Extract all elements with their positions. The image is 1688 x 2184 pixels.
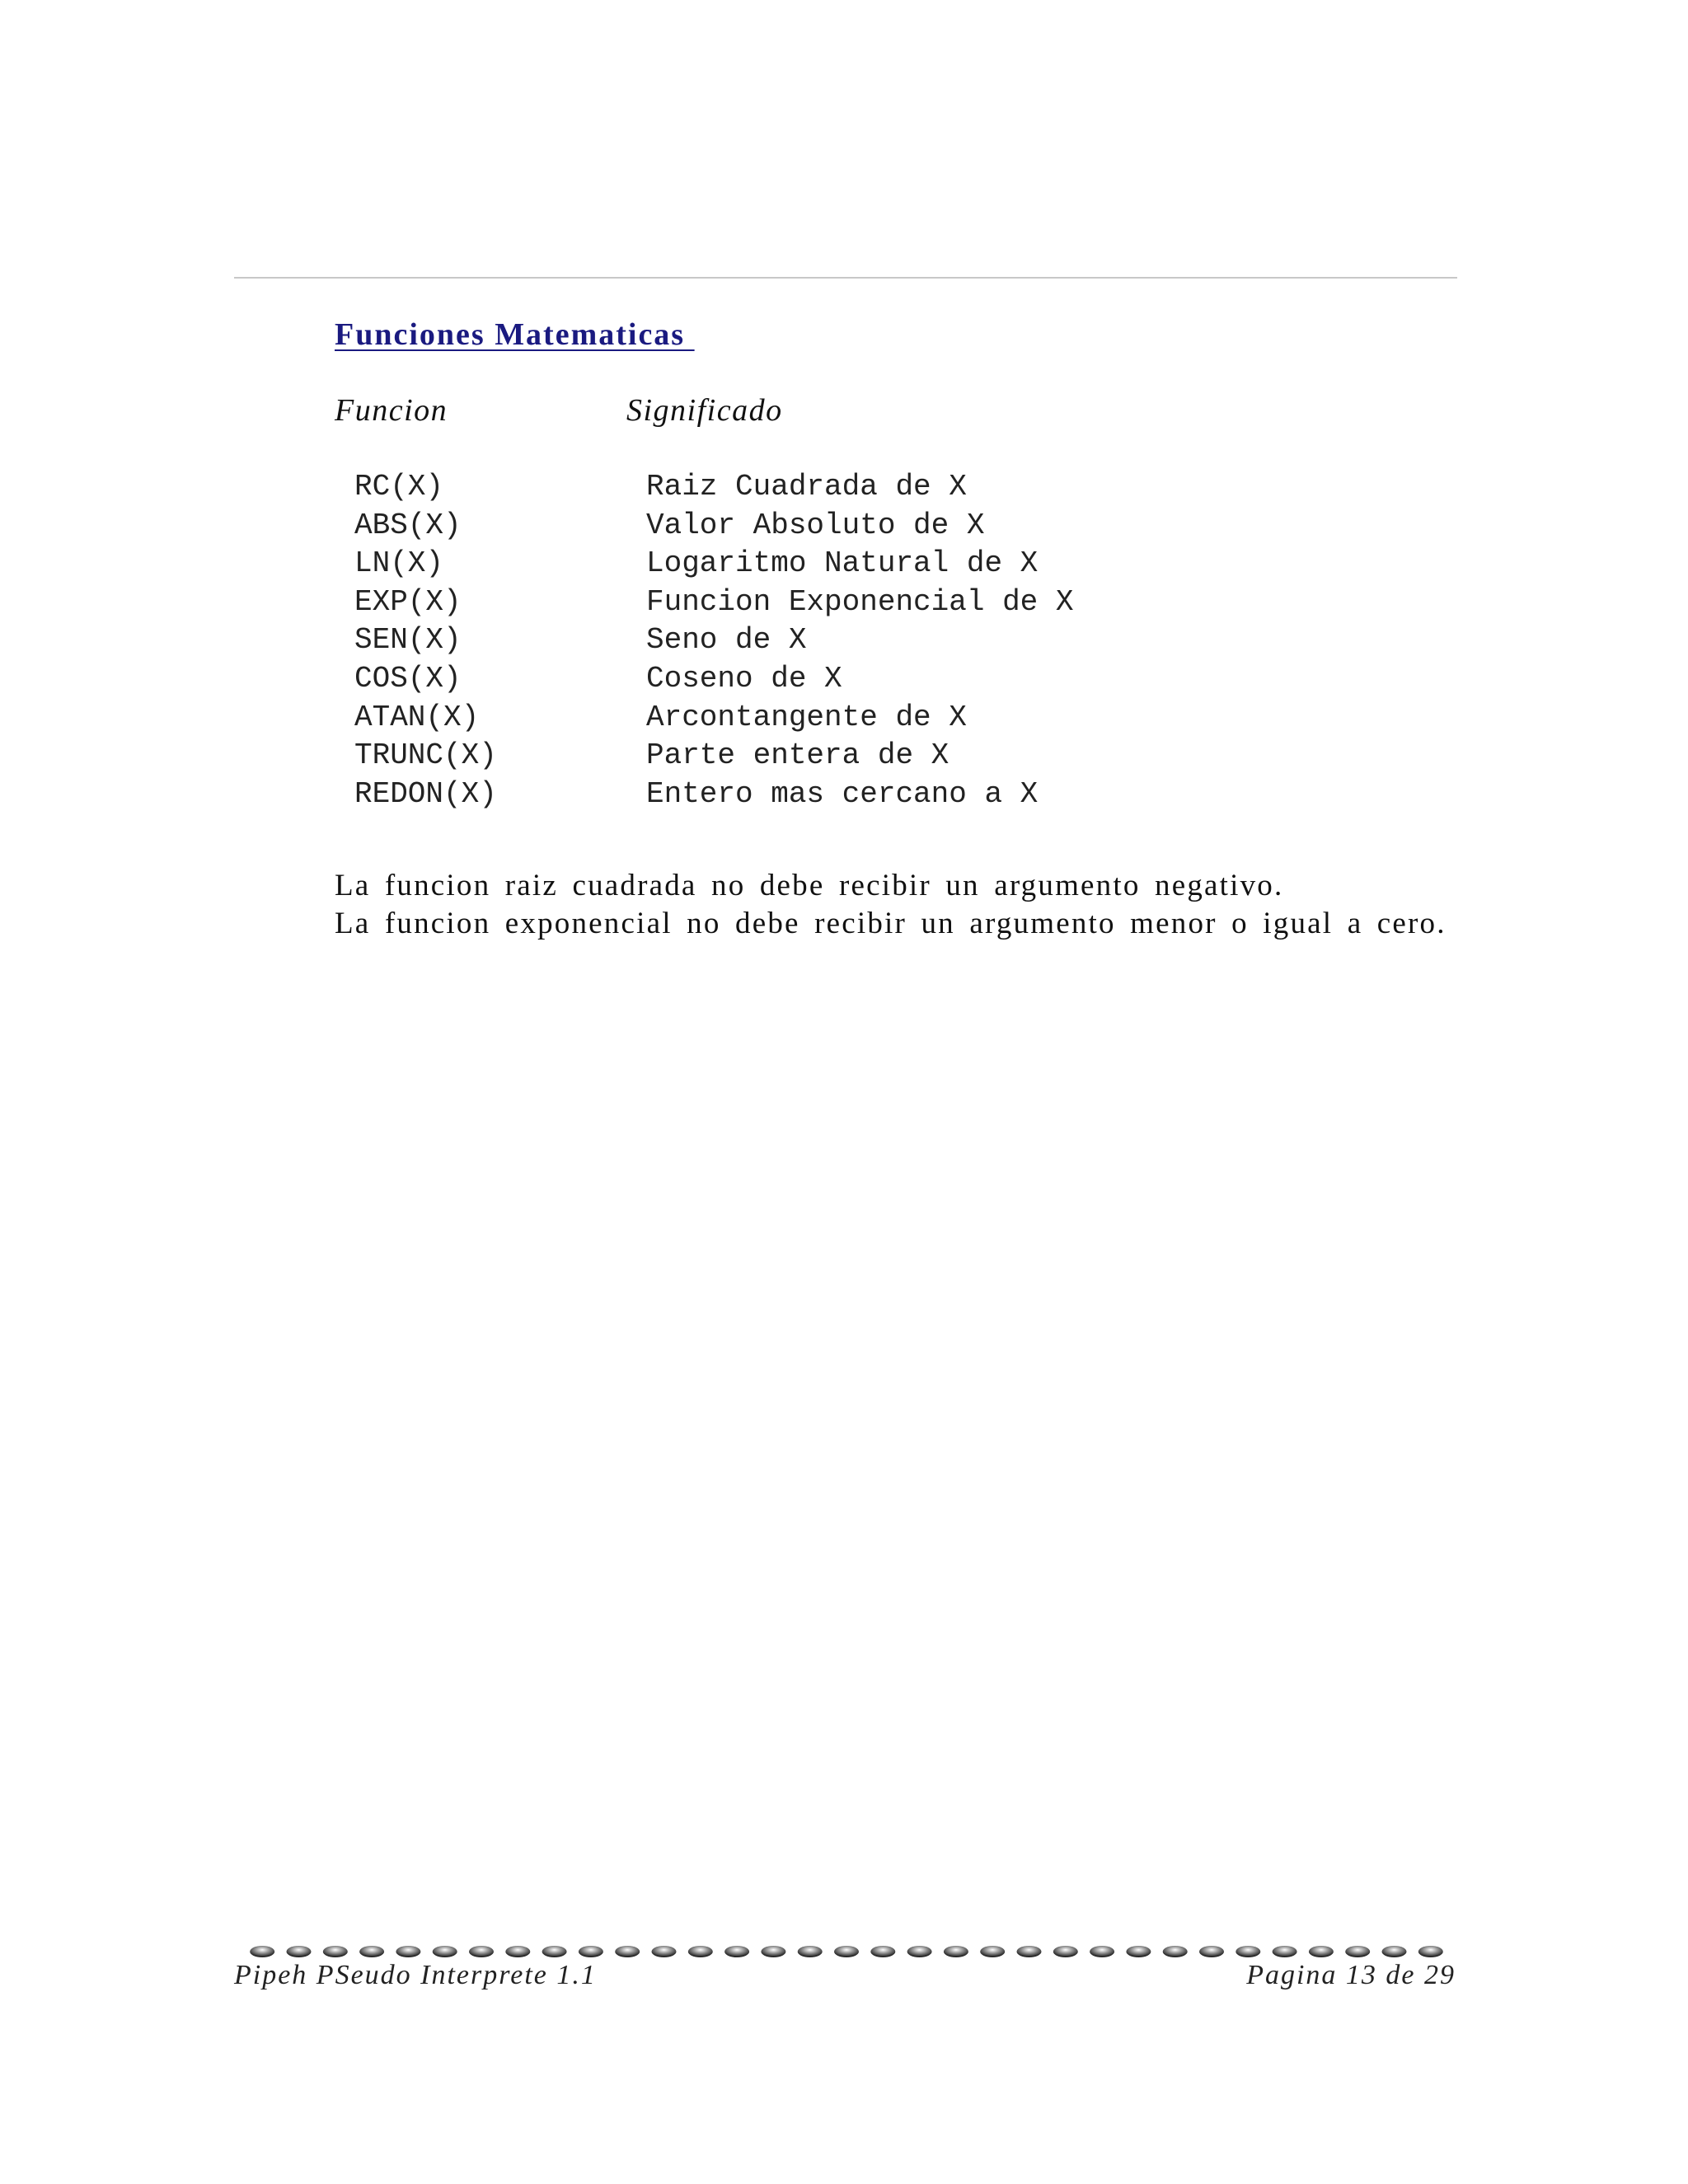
bead-ornament [542, 1946, 567, 1957]
bead-ornament [1053, 1946, 1078, 1957]
function-name: REDON(X) [354, 776, 497, 811]
function-name: ABS(X) [354, 508, 462, 542]
header-rule [234, 277, 1457, 279]
function-row [354, 545, 1039, 583]
function-name: COS(X) [354, 661, 462, 696]
column-header-function: Funcion [335, 393, 448, 428]
function-meaning: Arcontangente de X [646, 700, 967, 734]
function-row [354, 776, 1039, 814]
function-row [354, 468, 967, 507]
bead-ornament [1017, 1946, 1042, 1957]
function-meaning: Seno de X [646, 623, 807, 658]
bead-ornament [688, 1946, 713, 1957]
bead-ornament [615, 1946, 640, 1957]
function-meaning: Coseno de X [646, 661, 842, 696]
column-header-meaning: Significado [626, 393, 783, 428]
footer-document-title: Pipeh PSeudo Interprete 1.1 [234, 1960, 597, 1990]
function-name: SEN(X) [354, 623, 462, 658]
bead-ornament [323, 1946, 348, 1957]
bead-ornament [433, 1946, 457, 1957]
section-title: Funciones Matematicas [335, 317, 695, 352]
bead-ornament [652, 1946, 677, 1957]
bead-ornament [469, 1946, 494, 1957]
function-row [354, 507, 985, 546]
function-meaning: Entero mas cercano a X [646, 776, 1039, 811]
bead-ornament [834, 1946, 859, 1957]
function-name: RC(X) [354, 470, 444, 504]
function-name: EXP(X) [354, 584, 462, 619]
function-name: ATAN(X) [354, 700, 480, 734]
function-row [354, 660, 842, 699]
bead-ornament [505, 1946, 530, 1957]
function-row [354, 737, 950, 776]
function-meaning: Raiz Cuadrada de X [646, 470, 967, 504]
note-paragraph-sqrt: La funcion raiz cuadrada no debe recibir un argumento negativo. [335, 869, 1284, 902]
function-row [354, 583, 1074, 622]
bead-ornament [724, 1946, 749, 1957]
function-row [354, 699, 967, 738]
bead-ornament [870, 1946, 895, 1957]
footer-bead-divider [244, 1943, 1449, 1960]
bead-ornament [798, 1946, 823, 1957]
note-paragraph-exp: La funcion exponencial no debe recibir un argumento menor o igual a cero. [335, 907, 1447, 940]
bead-ornament [980, 1946, 1005, 1957]
bead-ornament [1163, 1946, 1188, 1957]
functions-table [354, 468, 1074, 813]
function-meaning: Logaritmo Natural de X [646, 546, 1039, 581]
bead-ornament [944, 1946, 968, 1957]
bead-ornament [1273, 1946, 1297, 1957]
bead-ornament [1382, 1946, 1407, 1957]
function-meaning: Funcion Exponencial de X [646, 584, 1074, 619]
function-name: TRUNC(X) [354, 738, 497, 773]
bead-ornament [250, 1946, 274, 1957]
bead-ornament [1126, 1946, 1151, 1957]
function-meaning: Valor Absoluto de X [646, 508, 985, 542]
bead-ornament [1418, 1946, 1443, 1957]
bead-ornament [579, 1946, 603, 1957]
bead-ornament [359, 1946, 384, 1957]
function-name: LN(X) [354, 546, 444, 581]
bead-ornament [396, 1946, 420, 1957]
bead-ornament [907, 1946, 932, 1957]
bead-ornament [1236, 1946, 1260, 1957]
bead-ornament [1090, 1946, 1114, 1957]
function-meaning: Parte entera de X [646, 738, 950, 773]
bead-ornament [287, 1946, 312, 1957]
bead-ornament [1199, 1946, 1224, 1957]
footer-page-number: Pagina 13 de 29 [1246, 1960, 1456, 1990]
bead-ornament [1345, 1946, 1370, 1957]
function-row [354, 621, 807, 660]
bead-ornament [1309, 1946, 1334, 1957]
bead-ornament [761, 1946, 785, 1957]
